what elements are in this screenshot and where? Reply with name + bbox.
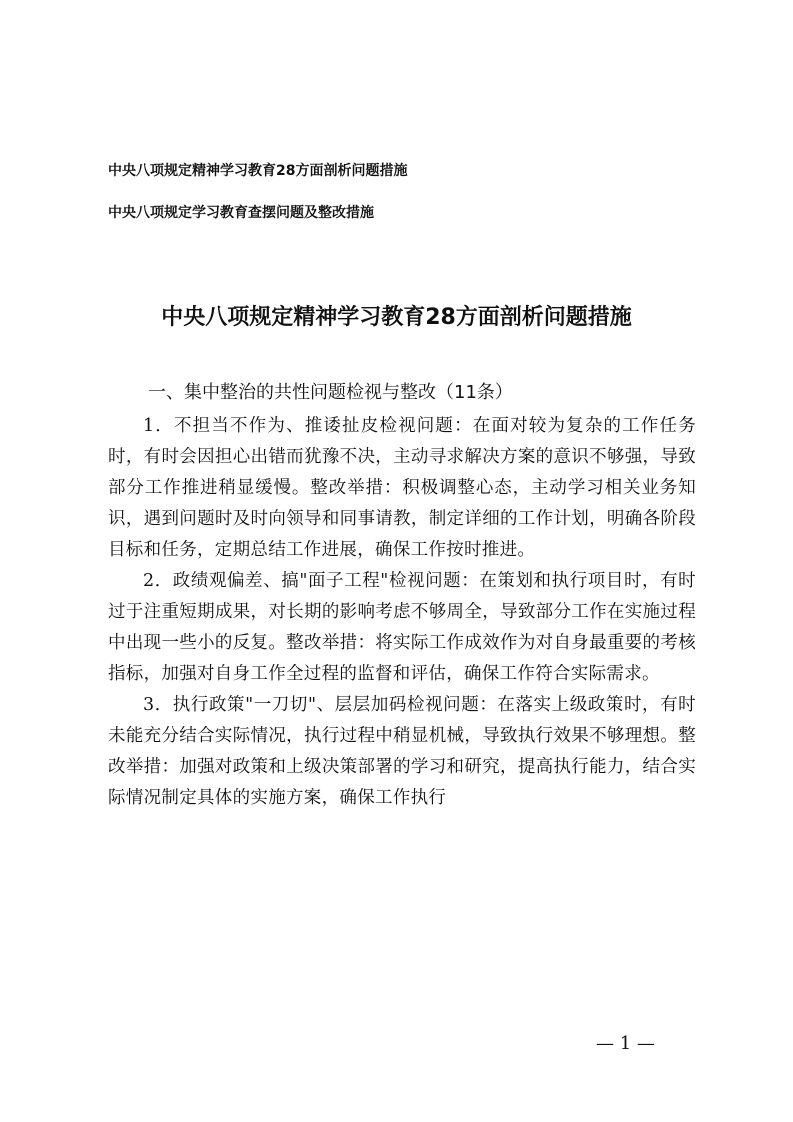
section-heading: 一、集中整治的共性问题检视与整改（11条） [148, 382, 513, 403]
paragraph-1: 1．不担当不作为、推诿扯皮检视问题：在面对较为复杂的工作任务时，有时会因担心出错而犹豫不决，主动寻求解决方案的意识不够强，导致部分工作推进稍显缓慢。整改举措：积极调整心态，主动学习相关业务知识，遇到问题时及时向领导和同事请教，制定详细的工作计划，明确各阶段目标和任务，定期总结工作进展，确保工作按时推进。 [108, 416, 696, 560]
document-body [108, 411, 696, 814]
document-title: 中央八项规定精神学习教育28方面剖析问题措施 [161, 305, 632, 330]
paragraph-3: 3．执行政策"一刀切"、层层加码检视问题：在落实上级政策时，有时未能充分结合实际情况，执行过程中稍显机械，导致执行效果不够理想。整改举措：加强对政策和上级决策部署的学习和研究，提高执行能力，结合实际情况制定具体的实施方案，确保工作执行 [108, 695, 696, 808]
toc-entry-2: 中央八项规定学习教育查摆问题及整改措施 [108, 205, 374, 221]
page-number: — 1 — [596, 1033, 655, 1054]
paragraph-2: 2．政绩观偏差、搞"面子工程"检视问题：在策划和执行项目时，有时过于注重短期成果，对长期的影响考虑不够周全，导致部分工作在实施过程中出现一些小的反复。整改举措：将实际工作成效作为对自身最重要的考核指标，加强对自身工作全过程的监督和评估，确保工作符合实际需求。 [108, 571, 696, 684]
toc-entry-1: 中央八项规定精神学习教育28方面剖析问题措施 [108, 163, 408, 179]
